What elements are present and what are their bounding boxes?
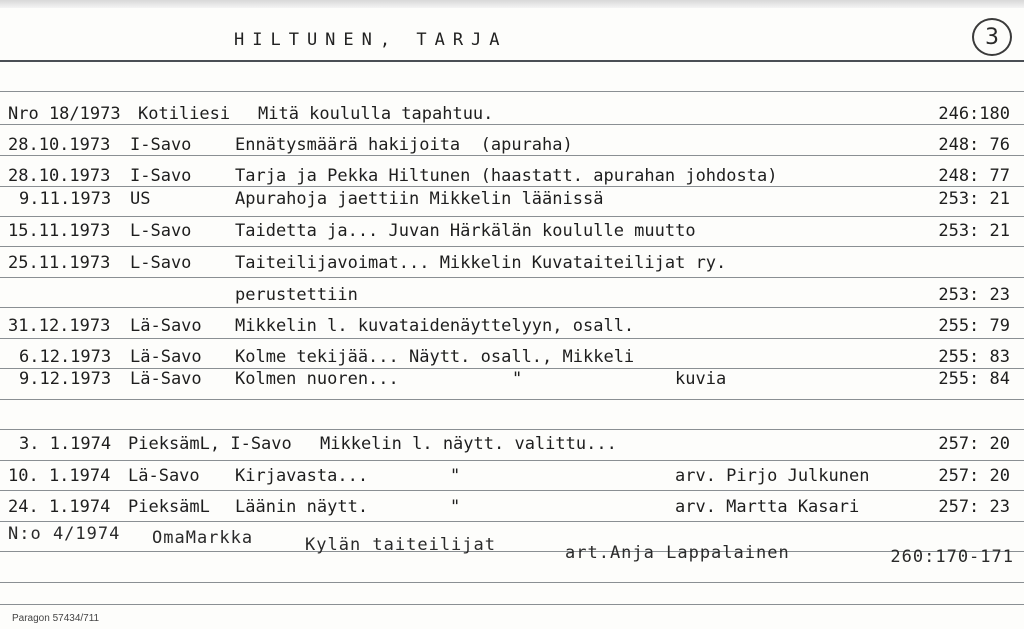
entry-date: 10. 1.1974 [8, 466, 111, 486]
rule [0, 551, 1024, 552]
entry-date: 9.11.1973 [19, 189, 112, 209]
rule [0, 429, 1024, 430]
entry-title: Kirjavasta... [235, 466, 369, 486]
rule [0, 521, 1024, 522]
entry-date: 6.12.1973 [19, 347, 112, 367]
entry-ref: 260:170-171 [890, 547, 1014, 567]
rule [0, 246, 1024, 247]
entry-date: Nro 18/1973 [8, 104, 121, 124]
entry-date: 25.11.1973 [8, 253, 111, 273]
entry-title: Tarja ja Pekka Hiltunen (haastatt. apurahan johdosta) [235, 166, 778, 186]
entry-ref: 255: 79 [938, 316, 1010, 336]
entry-note: arv. Pirjo Julkunen [675, 466, 870, 486]
printer-mark: Paragon 57434/711 [12, 613, 100, 624]
entry-ref: 257: 20 [938, 466, 1010, 486]
rule [0, 307, 1024, 308]
entry-title: Kolme tekijää... Näytt. osall., Mikkeli [235, 347, 635, 367]
rule [0, 460, 1024, 461]
card-title: HILTUNEN, TARJA [234, 30, 508, 50]
entry-source: L-Savo [130, 253, 192, 273]
rule [0, 399, 1024, 400]
entry-date: 24. 1.1974 [8, 497, 111, 517]
entry-date: 15.11.1973 [8, 221, 111, 241]
rule [0, 604, 1024, 605]
entry-source: Lä-Savo [128, 466, 200, 486]
rule [0, 338, 1024, 339]
entry-ref: 255: 84 [938, 369, 1010, 389]
entry-date: 28.10.1973 [8, 135, 111, 155]
entry-note: art.Anja Lappalainen [565, 543, 790, 563]
entry-title: Kolmen nuoren... [235, 369, 399, 389]
entry-source: I-Savo [130, 166, 192, 186]
entry-source: L-Savo [130, 221, 192, 241]
entry-title: Mikkelin l. näytt. valittu... [320, 434, 617, 454]
entry-date: 3. 1.1974 [19, 434, 112, 454]
rule [0, 124, 1024, 125]
card-number-badge [972, 18, 1012, 56]
entry-ref: 253: 21 [938, 189, 1010, 209]
entry-ref: 248: 77 [938, 166, 1010, 186]
rule [0, 277, 1024, 278]
entry-title-continued: perustettiin [235, 285, 358, 305]
entry-ref: 257: 23 [938, 497, 1010, 517]
entry-ref: 255: 83 [938, 347, 1010, 367]
entry-ref: 253: 21 [938, 221, 1010, 241]
rule [0, 490, 1024, 491]
card-top-edge [0, 0, 1024, 8]
entry-source: Kotiliesi [138, 104, 231, 124]
entry-title: Mikkelin l. kuvataidenäyttelyyn, osall. [235, 316, 635, 336]
entry-date: 28.10.1973 [8, 166, 111, 186]
entry-ref: 246:180 [938, 104, 1010, 124]
entry-date: 9.12.1973 [19, 369, 112, 389]
rule [0, 186, 1024, 187]
entry-source: Lä-Savo [130, 347, 202, 367]
entry-title: Apurahoja jaettiin Mikkelin läänissä [235, 189, 604, 209]
rule [0, 91, 1024, 92]
entry-title: Kylän taiteilijat [305, 535, 496, 555]
entry-title: Mitä koululla tapahtuu. [258, 104, 494, 124]
rule [0, 216, 1024, 217]
entry-source: I-Savo [130, 135, 192, 155]
entry-source: PieksämL [128, 497, 210, 517]
entry-title: Taidetta ja... Juvan Härkälän koululle muutto [235, 221, 696, 241]
rule [0, 582, 1024, 583]
entry-ref: 248: 76 [938, 135, 1010, 155]
entry-title: Taiteilijavoimat... Mikkelin Kuvataiteilijat ry. [235, 253, 727, 273]
ditto-mark: " [512, 369, 523, 389]
ditto-mark: " [450, 497, 461, 517]
entry-source: US [130, 189, 151, 209]
entry-source: OmaMarkka [152, 528, 254, 548]
rule [0, 155, 1024, 156]
entry-title: Ennätysmäärä hakijoita (apuraha) [235, 135, 573, 155]
entry-note: kuvia [675, 369, 727, 389]
header-rule [0, 60, 1024, 62]
entry-ref: 257: 20 [938, 434, 1010, 454]
ditto-mark: " [450, 466, 461, 486]
card-number: 3 [985, 24, 999, 50]
entry-title: Läänin näytt. [235, 497, 369, 517]
entry-source: Lä-Savo [130, 316, 202, 336]
entry-date: N:o 4/1974 [8, 524, 121, 544]
entry-date: 31.12.1973 [8, 316, 111, 336]
entry-note: arv. Martta Kasari [675, 497, 860, 517]
entry-source: Lä-Savo [130, 369, 202, 389]
entry-source: PieksämL, I-Savo [128, 434, 292, 454]
entry-ref: 253: 23 [938, 285, 1010, 305]
